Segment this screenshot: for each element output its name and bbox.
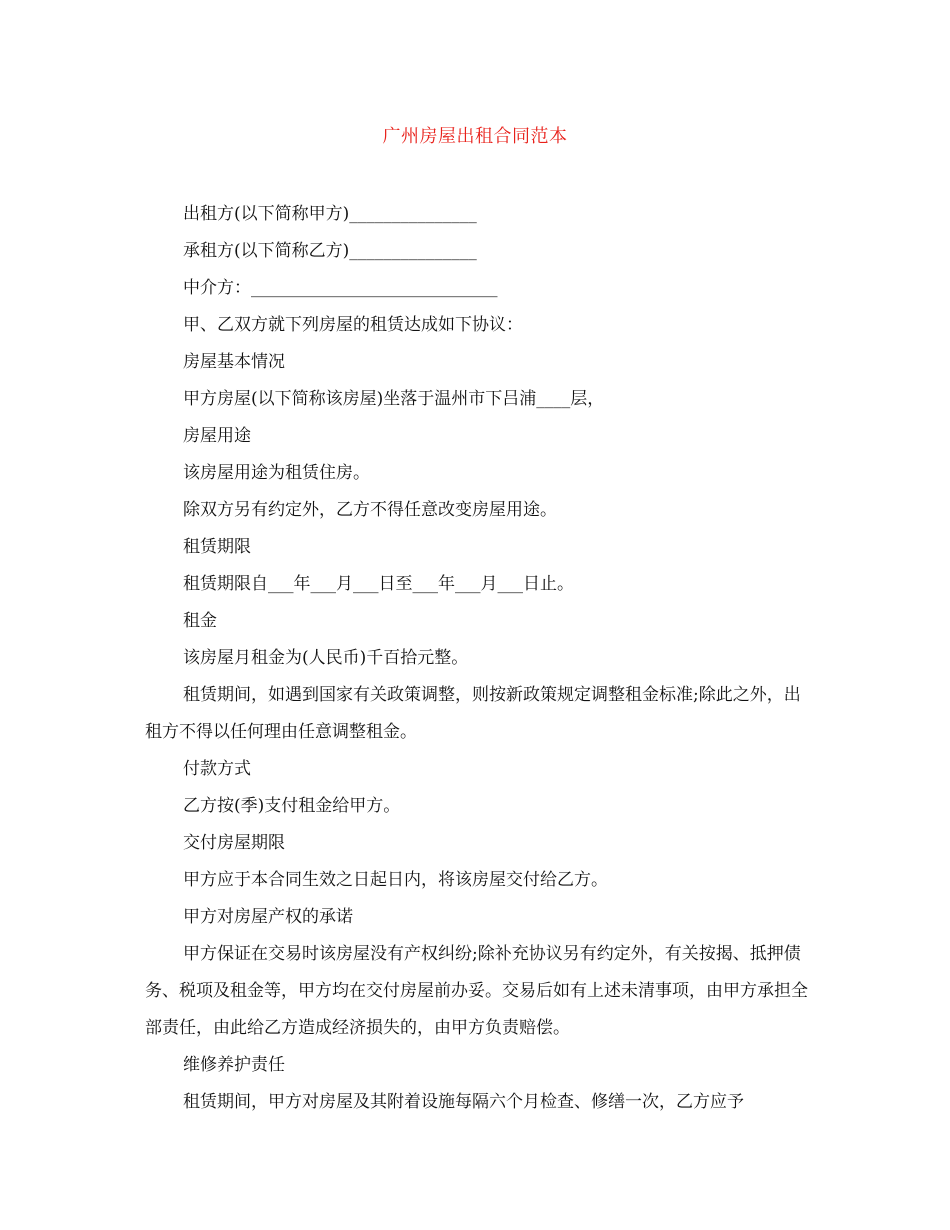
lessee-line: 承租方(以下简称乙方)_______________ bbox=[183, 241, 477, 261]
paragraph: 该房屋月租金为(人民币)千百拾元整。 bbox=[183, 648, 469, 668]
section-heading: 租金 bbox=[183, 611, 217, 631]
document-title: 广州房屋出租合同范本 bbox=[382, 126, 568, 147]
section-heading: 付款方式 bbox=[183, 759, 251, 779]
paragraph: 租赁期间，甲方对房屋及其附着设施每隔六个月检查、修缮一次，乙方应予 bbox=[183, 1092, 744, 1112]
section-heading: 房屋基本情况 bbox=[183, 352, 285, 372]
paragraph: 租赁期限自___年___月___日至___年___月___日止。 bbox=[183, 574, 574, 594]
section-heading: 维修养护责任 bbox=[183, 1055, 285, 1075]
paragraph: 甲方房屋(以下简称该房屋)坐落于温州市下吕浦____层， bbox=[183, 389, 605, 409]
paragraph: 乙方按(季)支付租金给甲方。 bbox=[183, 796, 401, 816]
lessor-line: 出租方(以下简称甲方)_______________ bbox=[183, 204, 477, 224]
paragraph: 甲方应于本合同生效之日起日内，将该房屋交付给乙方。 bbox=[183, 870, 608, 890]
paragraph: 甲方保证在交易时该房屋没有产权纠纷;除补充协议另有约定外，有关按揭、抵押债务、税项及租金等，甲方均在交付房屋前办妥。交易后如有上述未清事项，由甲方承担全部责任，由此给乙方造成经济损失的，由甲方负责赔偿。 bbox=[145, 944, 808, 1038]
section-heading: 租赁期限 bbox=[183, 537, 251, 557]
agreement-intro: 甲、乙双方就下列房屋的租赁达成如下协议： bbox=[183, 315, 523, 335]
section-heading: 房屋用途 bbox=[183, 426, 251, 446]
section-heading: 甲方对房屋产权的承诺 bbox=[183, 907, 353, 927]
agent-line: 中介方：_____________________________ bbox=[183, 278, 498, 298]
paragraph: 该房屋用途为租赁住房。 bbox=[183, 463, 370, 483]
section-heading: 交付房屋期限 bbox=[183, 833, 285, 853]
document-body bbox=[145, 196, 810, 1121]
paragraph: 租赁期间，如遇到国家有关政策调整，则按新政策规定调整租金标准;除此之外，出租方不得以任何理由任意调整租金。 bbox=[145, 685, 801, 742]
paragraph: 除双方另有约定外，乙方不得任意改变房屋用途。 bbox=[183, 500, 557, 520]
